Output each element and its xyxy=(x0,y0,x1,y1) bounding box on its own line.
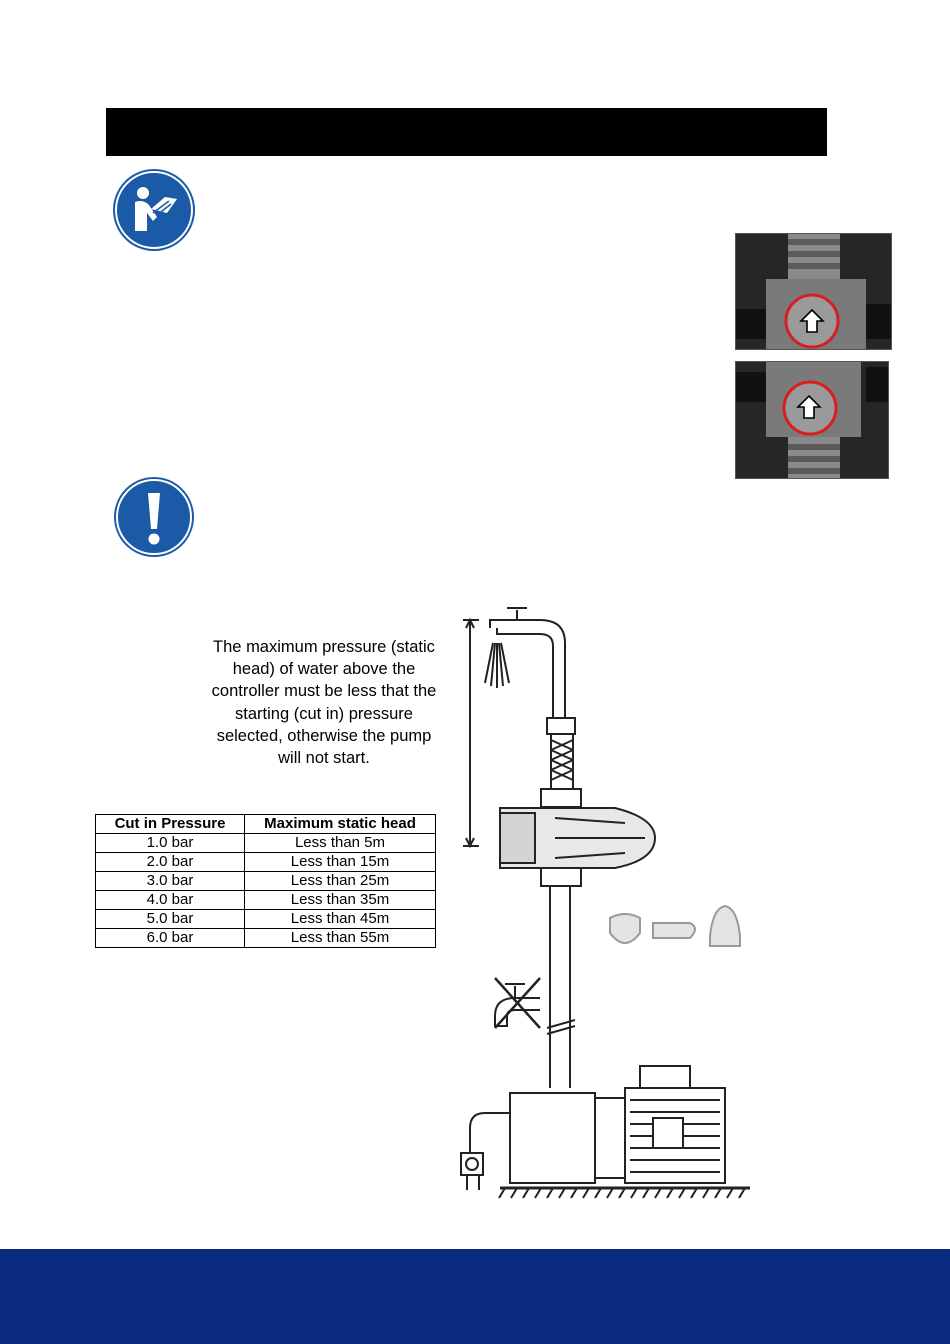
arrow-up-icon xyxy=(796,394,822,420)
table-row xyxy=(96,853,436,872)
table-cell: 3.0 bar xyxy=(96,872,245,891)
table-cell: 1.0 bar xyxy=(96,834,245,853)
table-cell: 5.0 bar xyxy=(96,910,245,929)
static-head-note: The maximum pressure (static head) of water above the controller must be less that the starting (cut in) pressure selected, otherwise the pump will not start. xyxy=(211,638,437,768)
installation-diagram xyxy=(455,588,775,1208)
table-cell: Less than 25m xyxy=(245,872,436,891)
exclamation-icon xyxy=(114,477,194,557)
read-manual-icon xyxy=(113,169,195,251)
table-cell: Less than 45m xyxy=(245,910,436,929)
table-row xyxy=(96,891,436,910)
table-row xyxy=(96,834,436,853)
table-cell: 4.0 bar xyxy=(96,891,245,910)
arrow-up-icon xyxy=(799,308,825,334)
table-cell: 2.0 bar xyxy=(96,853,245,872)
table-cell: Less than 5m xyxy=(245,834,436,853)
table-cell: Less than 55m xyxy=(245,929,436,948)
table-header-static-head: Maximum static head xyxy=(245,815,436,834)
table-row xyxy=(96,910,436,929)
table-row xyxy=(96,929,436,948)
table-cell: 6.0 bar xyxy=(96,929,245,948)
section-header-bar xyxy=(106,108,827,156)
table-cell: Less than 15m xyxy=(245,853,436,872)
table-cell: Less than 35m xyxy=(245,891,436,910)
static-head-table xyxy=(95,814,436,948)
table-row xyxy=(96,872,436,891)
table-header-cut-in: Cut in Pressure xyxy=(96,815,245,834)
footer-bar xyxy=(0,1249,950,1344)
